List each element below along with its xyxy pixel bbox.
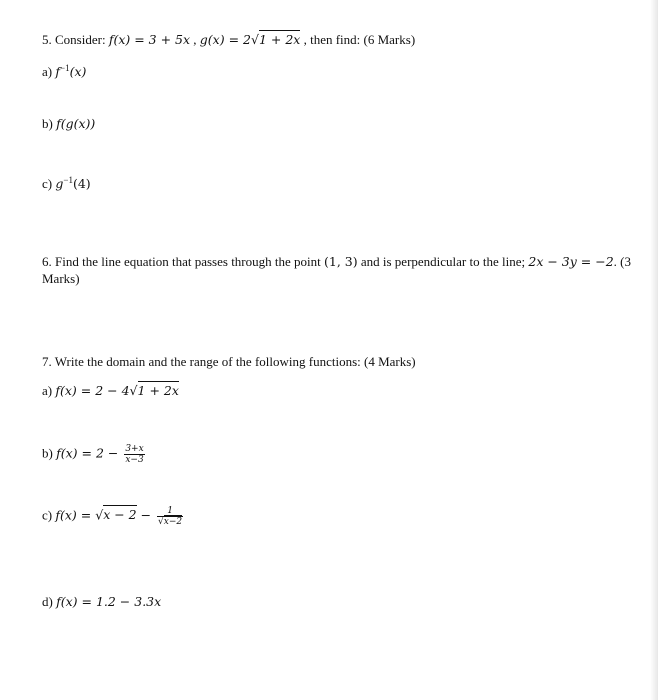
q5-a-superscript: −1: [60, 63, 70, 73]
q7-a-radicand: 1 + 2x: [137, 383, 179, 398]
q7-c-denominator-radicand: x−2: [163, 517, 183, 527]
sqrt-symbol: √: [158, 517, 164, 527]
q7-b-denominator: x−3: [125, 455, 144, 465]
q6-point: (1, 3): [324, 254, 358, 269]
q5-part-b: [42, 116, 95, 132]
q7-b-fraction: [124, 444, 144, 465]
q5-g-definition-left: g(x) = 2: [199, 32, 251, 47]
q7-part-d: [42, 594, 161, 610]
q5-part-c: [42, 172, 91, 192]
q5-a-label: a): [42, 64, 56, 79]
q5-then-text: , then find: (6 Marks): [300, 32, 416, 47]
q6-statement-line2: [42, 271, 80, 287]
q7-d-expr: f(x) = 1.2 − 3.3x: [56, 594, 162, 609]
q5-c-base: g: [55, 176, 64, 191]
q6-text-3: . (3: [613, 254, 632, 269]
q7-part-c: [42, 506, 183, 527]
page-edge-shadow: [650, 0, 658, 700]
q7-c-left: f(x) =: [55, 507, 96, 523]
q6-text-1: 6. Find the line equation that passes through the point: [42, 254, 324, 269]
q6-text-2: and is perpendicular to the line;: [357, 254, 529, 269]
q7-c-fraction: [157, 506, 183, 527]
q7-a-left: f(x) = 2 − 4: [55, 383, 130, 398]
q5-b-expr: f(g(x)): [56, 116, 96, 131]
q6-statement-line1: [42, 254, 631, 270]
q7-c-denominator: [157, 517, 183, 527]
q5-c-superscript: −1: [63, 175, 73, 185]
q6-text-4: Marks): [42, 271, 80, 286]
q7-part-a: [42, 383, 179, 399]
q7-a-label: a): [42, 383, 56, 398]
q7-part-b: [42, 444, 145, 465]
sqrt-symbol: √: [129, 383, 138, 398]
q7-b-numerator: 3+x: [125, 444, 144, 454]
q7-d-label: d): [42, 594, 57, 609]
q5-a-base: f: [55, 64, 60, 79]
q5-c-label: c): [42, 176, 56, 191]
q7-c-label: c): [42, 507, 56, 523]
q7-statement: [42, 354, 416, 370]
q7-intro: 7. Write the domain and the range of the following functions: (4 Marks): [42, 354, 416, 369]
sqrt-symbol: √: [95, 507, 104, 523]
q5-b-label: b): [42, 116, 57, 131]
q5-separator: ,: [190, 32, 200, 47]
q7-c-numerator: 1: [157, 506, 183, 517]
q5-c-arg: (4): [72, 176, 91, 191]
q5-a-arg: (x): [69, 64, 87, 79]
q5-statement: [42, 32, 415, 48]
q7-b-label: b): [42, 445, 57, 461]
sqrt-symbol: √: [250, 32, 259, 47]
q6-line-equation: 2x − 3y = −2: [528, 254, 614, 269]
q5-g-radicand: 1 + 2x: [258, 32, 301, 47]
q7-c-minus: −: [136, 507, 156, 523]
q5-intro: 5. Consider:: [42, 32, 109, 47]
q5-part-a: [42, 60, 86, 80]
q5-f-definition: f(x) = 3 + 5x: [108, 32, 191, 47]
q7-c-radicand: x − 2: [103, 507, 137, 523]
q7-b-left: f(x) = 2 −: [56, 445, 123, 461]
